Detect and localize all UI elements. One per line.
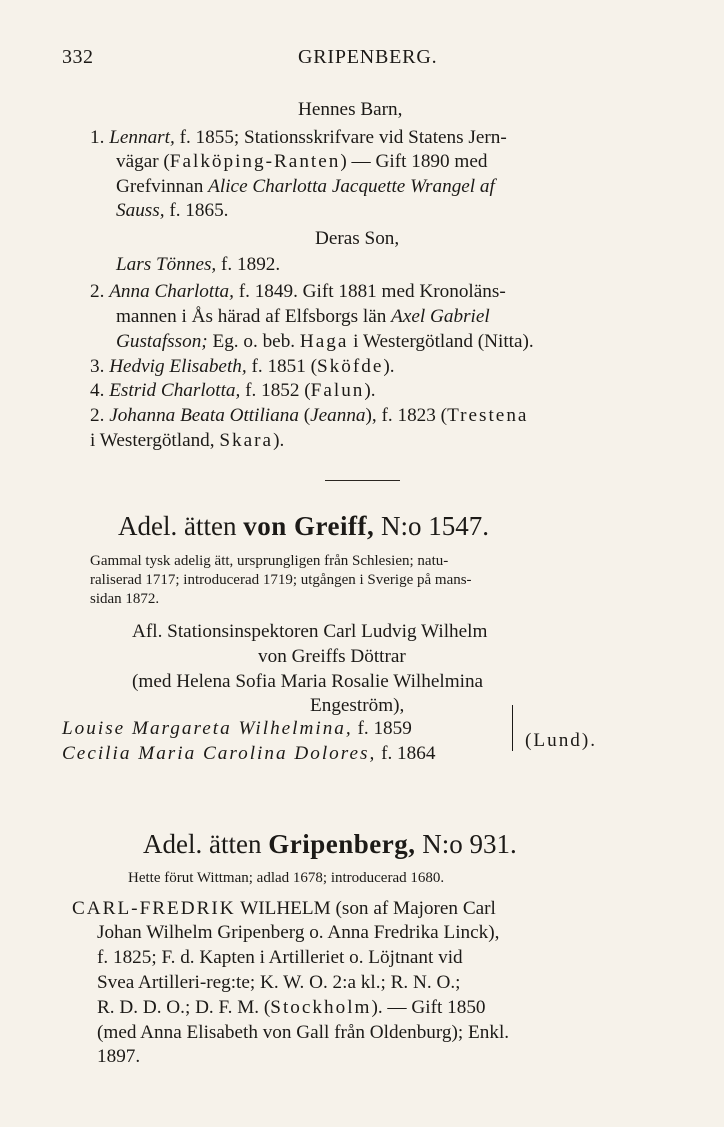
text-line (116, 200, 228, 222)
text-line (90, 281, 506, 303)
intro-line: sidan 1872. (90, 591, 160, 607)
italic-text: Johanna Beata Ottiliana (109, 405, 299, 426)
italic-text: Alice Charlotta Jacquette Wrangel af (208, 176, 495, 197)
text-run: WILHELM (son af Majoren Carl (235, 898, 496, 919)
spaced-text: CARL-FREDRIK (72, 898, 236, 919)
italic-text: Jeanna (310, 405, 366, 426)
section-heading (143, 828, 517, 860)
text-run: Grefvinnan (116, 176, 209, 197)
residence: (Lund). (525, 730, 598, 751)
text-line (90, 430, 284, 452)
intro-line: Gammal tysk adelig ätt, ursprungligen från Schlesien; natu- (90, 553, 449, 569)
text-run: ), f. 1823 ( (365, 405, 448, 426)
italic-text: Sauss, (116, 200, 165, 221)
daughter-line (62, 718, 412, 740)
family-number: N:o 931. (415, 829, 517, 859)
italic-text: Lennart, (109, 127, 175, 148)
spaced-text: Sköfde (317, 356, 384, 377)
line-content (109, 127, 507, 148)
item-number: 2. (90, 405, 105, 426)
text-run: f. 1825; F. d. Kapten i Artilleriet o. Löjtnant vid (97, 947, 463, 968)
text-run: i Westergötland (Nitta). (348, 331, 534, 352)
line-content (109, 380, 375, 401)
daughter-born: f. 1859 (357, 718, 412, 739)
text-line: Deras Son, (315, 228, 400, 249)
line-content (109, 281, 506, 302)
line-content (109, 405, 528, 426)
section-heading (118, 510, 489, 542)
text-line (116, 331, 534, 353)
spaced-text: Falun (310, 380, 365, 401)
spaced-text: Haga (299, 331, 349, 352)
text-line (97, 947, 463, 969)
spaced-text: Trestena (447, 405, 529, 426)
text-run: 1897. (97, 1046, 141, 1067)
family-number: N:o 1547. (374, 511, 489, 541)
italic-text: Hedvig Elisabeth, (109, 356, 247, 377)
text-run: ). — Gift 1850 (371, 997, 486, 1018)
text-run: ). (383, 356, 395, 377)
italic-text: Axel Gabriel (391, 306, 490, 327)
heading-prefix: Adel. ätten (143, 829, 269, 859)
text-line (90, 356, 395, 378)
text-line (97, 1022, 509, 1044)
text-line (97, 997, 486, 1019)
text-line (90, 380, 376, 402)
text-line (116, 151, 487, 173)
page-number: 332 (62, 46, 94, 68)
spaced-text: Falköping-Ranten (169, 151, 341, 172)
italic-text: Gustafsson; (116, 331, 208, 352)
text-run: vägar ( (116, 151, 170, 172)
daughter-name: Louise Margareta Wilhelmina, (62, 718, 353, 739)
text-run: f. 1892. (216, 254, 281, 275)
heading-prefix: Adel. ätten (118, 511, 244, 541)
item-number: 4. (90, 380, 105, 401)
text-line (116, 176, 495, 198)
text-run: f. 1851 ( (246, 356, 318, 377)
family-name: von Greiff, (243, 511, 375, 541)
item-number: 3. (90, 356, 105, 377)
text-run: Svea Artilleri-reg:te; K. W. O. 2:a kl.; R. N. O.; (97, 972, 461, 993)
intro-line: raliserad 1717; introducerad 1719; utgången i Sverige på mans- (90, 572, 472, 588)
text-run: mannen i Ås härad af Elfsborgs län (116, 306, 392, 327)
text-run: f. 1852 ( (240, 380, 311, 401)
text-run: f. 1855; Stationsskrifvare vid Statens Jern- (174, 127, 507, 148)
running-title: GRIPENBERG. (298, 46, 438, 68)
text-line (90, 405, 528, 427)
text-run: ( (298, 405, 311, 426)
text-line: (med Helena Sofia Maria Rosalie Wilhelmina (132, 671, 484, 692)
text-run: ). (273, 430, 285, 451)
text-run: f. 1865. (164, 200, 229, 221)
italic-text: Estrid Charlotta, (109, 380, 241, 401)
section-divider (325, 480, 400, 481)
item-number: 1. (90, 127, 105, 148)
family-name: Gripenberg, (268, 829, 416, 859)
brace (512, 705, 521, 751)
text-run: i Westergötland, (90, 430, 220, 451)
text-run: ). (364, 380, 376, 401)
text-line: Engeström), (310, 695, 405, 716)
intro-line: Hette förut Wittman; adlad 1678; introducerad 1680. (128, 870, 445, 886)
item-number: 2. (90, 281, 105, 302)
text-line (72, 898, 496, 920)
daughter-line (62, 743, 435, 765)
text-run: Eg. o. beb. (207, 331, 300, 352)
text-line: von Greiffs Döttrar (258, 646, 406, 667)
text-run: f. 1849. Gift 1881 med Kronoläns- (233, 281, 506, 302)
text-line: Afl. Stationsinspektoren Carl Ludvig Wilhelm (132, 621, 488, 642)
text-line (116, 254, 280, 276)
text-line (116, 306, 490, 328)
text-line (97, 922, 499, 944)
text-line (97, 1046, 140, 1068)
text-run: ) — Gift 1890 med (340, 151, 488, 172)
italic-text: Lars Tönnes, (116, 254, 217, 275)
text-line: Hennes Barn, (298, 99, 403, 120)
text-line (90, 127, 507, 149)
text-run: R. D. D. O.; D. F. M. ( (97, 997, 271, 1018)
spaced-text: Skara (219, 430, 274, 451)
daughter-name: Cecilia Maria Carolina Dolores, (62, 743, 377, 764)
line-content (109, 356, 394, 377)
spaced-text: Stockholm (270, 997, 372, 1018)
text-run: Johan Wilhelm Gripenberg o. Anna Fredrika Linck), (97, 922, 500, 943)
text-line (97, 972, 460, 994)
italic-text: Anna Charlotta, (109, 281, 234, 302)
daughter-born: f. 1864 (381, 743, 436, 764)
text-run: (med Anna Elisabeth von Gall från Oldenburg); Enkl. (97, 1022, 510, 1043)
